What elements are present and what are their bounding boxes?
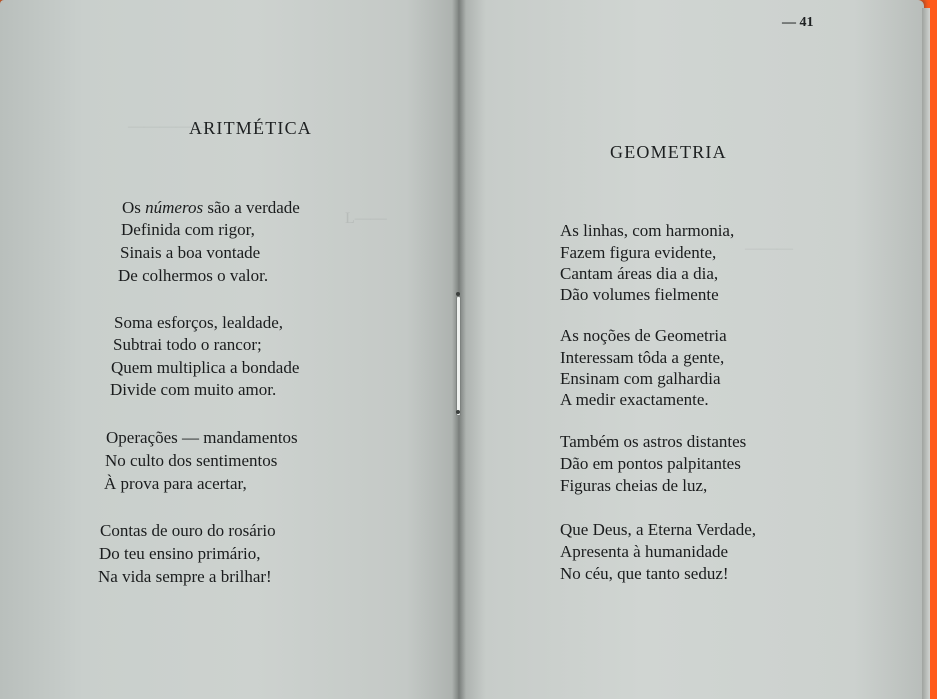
left-poem-line: De colhermos o valor. [118,266,269,285]
left-poem-line: Soma esforços, lealdade, [114,313,283,332]
left-poem-line: Quem multiplica a bondade [111,358,300,377]
right-poem-line: Também os astros distantes [560,432,747,451]
right-poem-line: Apresenta à humanidade [560,542,729,561]
right-poem-line: Que Deus, a Eterna Verdade, [560,520,757,539]
left-poem-title: ARITMÉTICA [189,118,312,138]
left-poem-line: À prova para acertar, [104,474,247,493]
right-poem-line: Figuras cheias de luz, [560,476,708,495]
show-through-text: L—— [345,210,387,227]
left-poem-line: Do teu ensino primário, [99,544,261,563]
right-poem-line: Ensinam com galhardia [560,369,721,388]
left-poem-line: Divide com muito amor. [110,380,277,399]
left-poem-line: Subtrai todo o rancor; [113,335,262,354]
left-poem-line: Contas de ouro do rosário [100,521,276,540]
right-poem-line: Dão em pontos palpitantes [560,454,741,473]
right-poem-line: As linhas, com harmonia, [560,221,735,240]
right-poem-line: Fazem figura evidente, [560,243,717,262]
left-poem-line: Os números são a verdade [122,198,300,217]
right-poem-line: Dão volumes fielmente [560,285,719,304]
left-poem-line: Operações — mandamentos [106,428,298,447]
right-poem-line: No céu, que tanto seduz! [560,564,729,583]
page-number: — 41 [782,15,814,30]
binding-stitch [456,296,461,416]
left-poem-line: Na vida sempre a brilhar! [98,567,272,586]
right-poem-title: GEOMETRIA [610,142,727,162]
right-poem-line: A medir exactamente. [560,390,709,409]
right-poem-line: As noções de Geometria [560,326,727,345]
right-poem-line: Cantam áreas dia a dia, [560,264,719,283]
stitch-hole-top [456,292,460,296]
show-through-text: ——— [745,240,793,257]
show-through-text: ————— [128,118,208,135]
stitch-hole-bottom [456,410,460,414]
left-poem-line: Sinais a boa vontade [120,243,261,262]
right-poem-line: Interessam tôda a gente, [560,348,725,367]
left-poem-line: No culto dos sentimentos [105,451,278,470]
left-poem-line: Definida com rigor, [121,220,255,239]
